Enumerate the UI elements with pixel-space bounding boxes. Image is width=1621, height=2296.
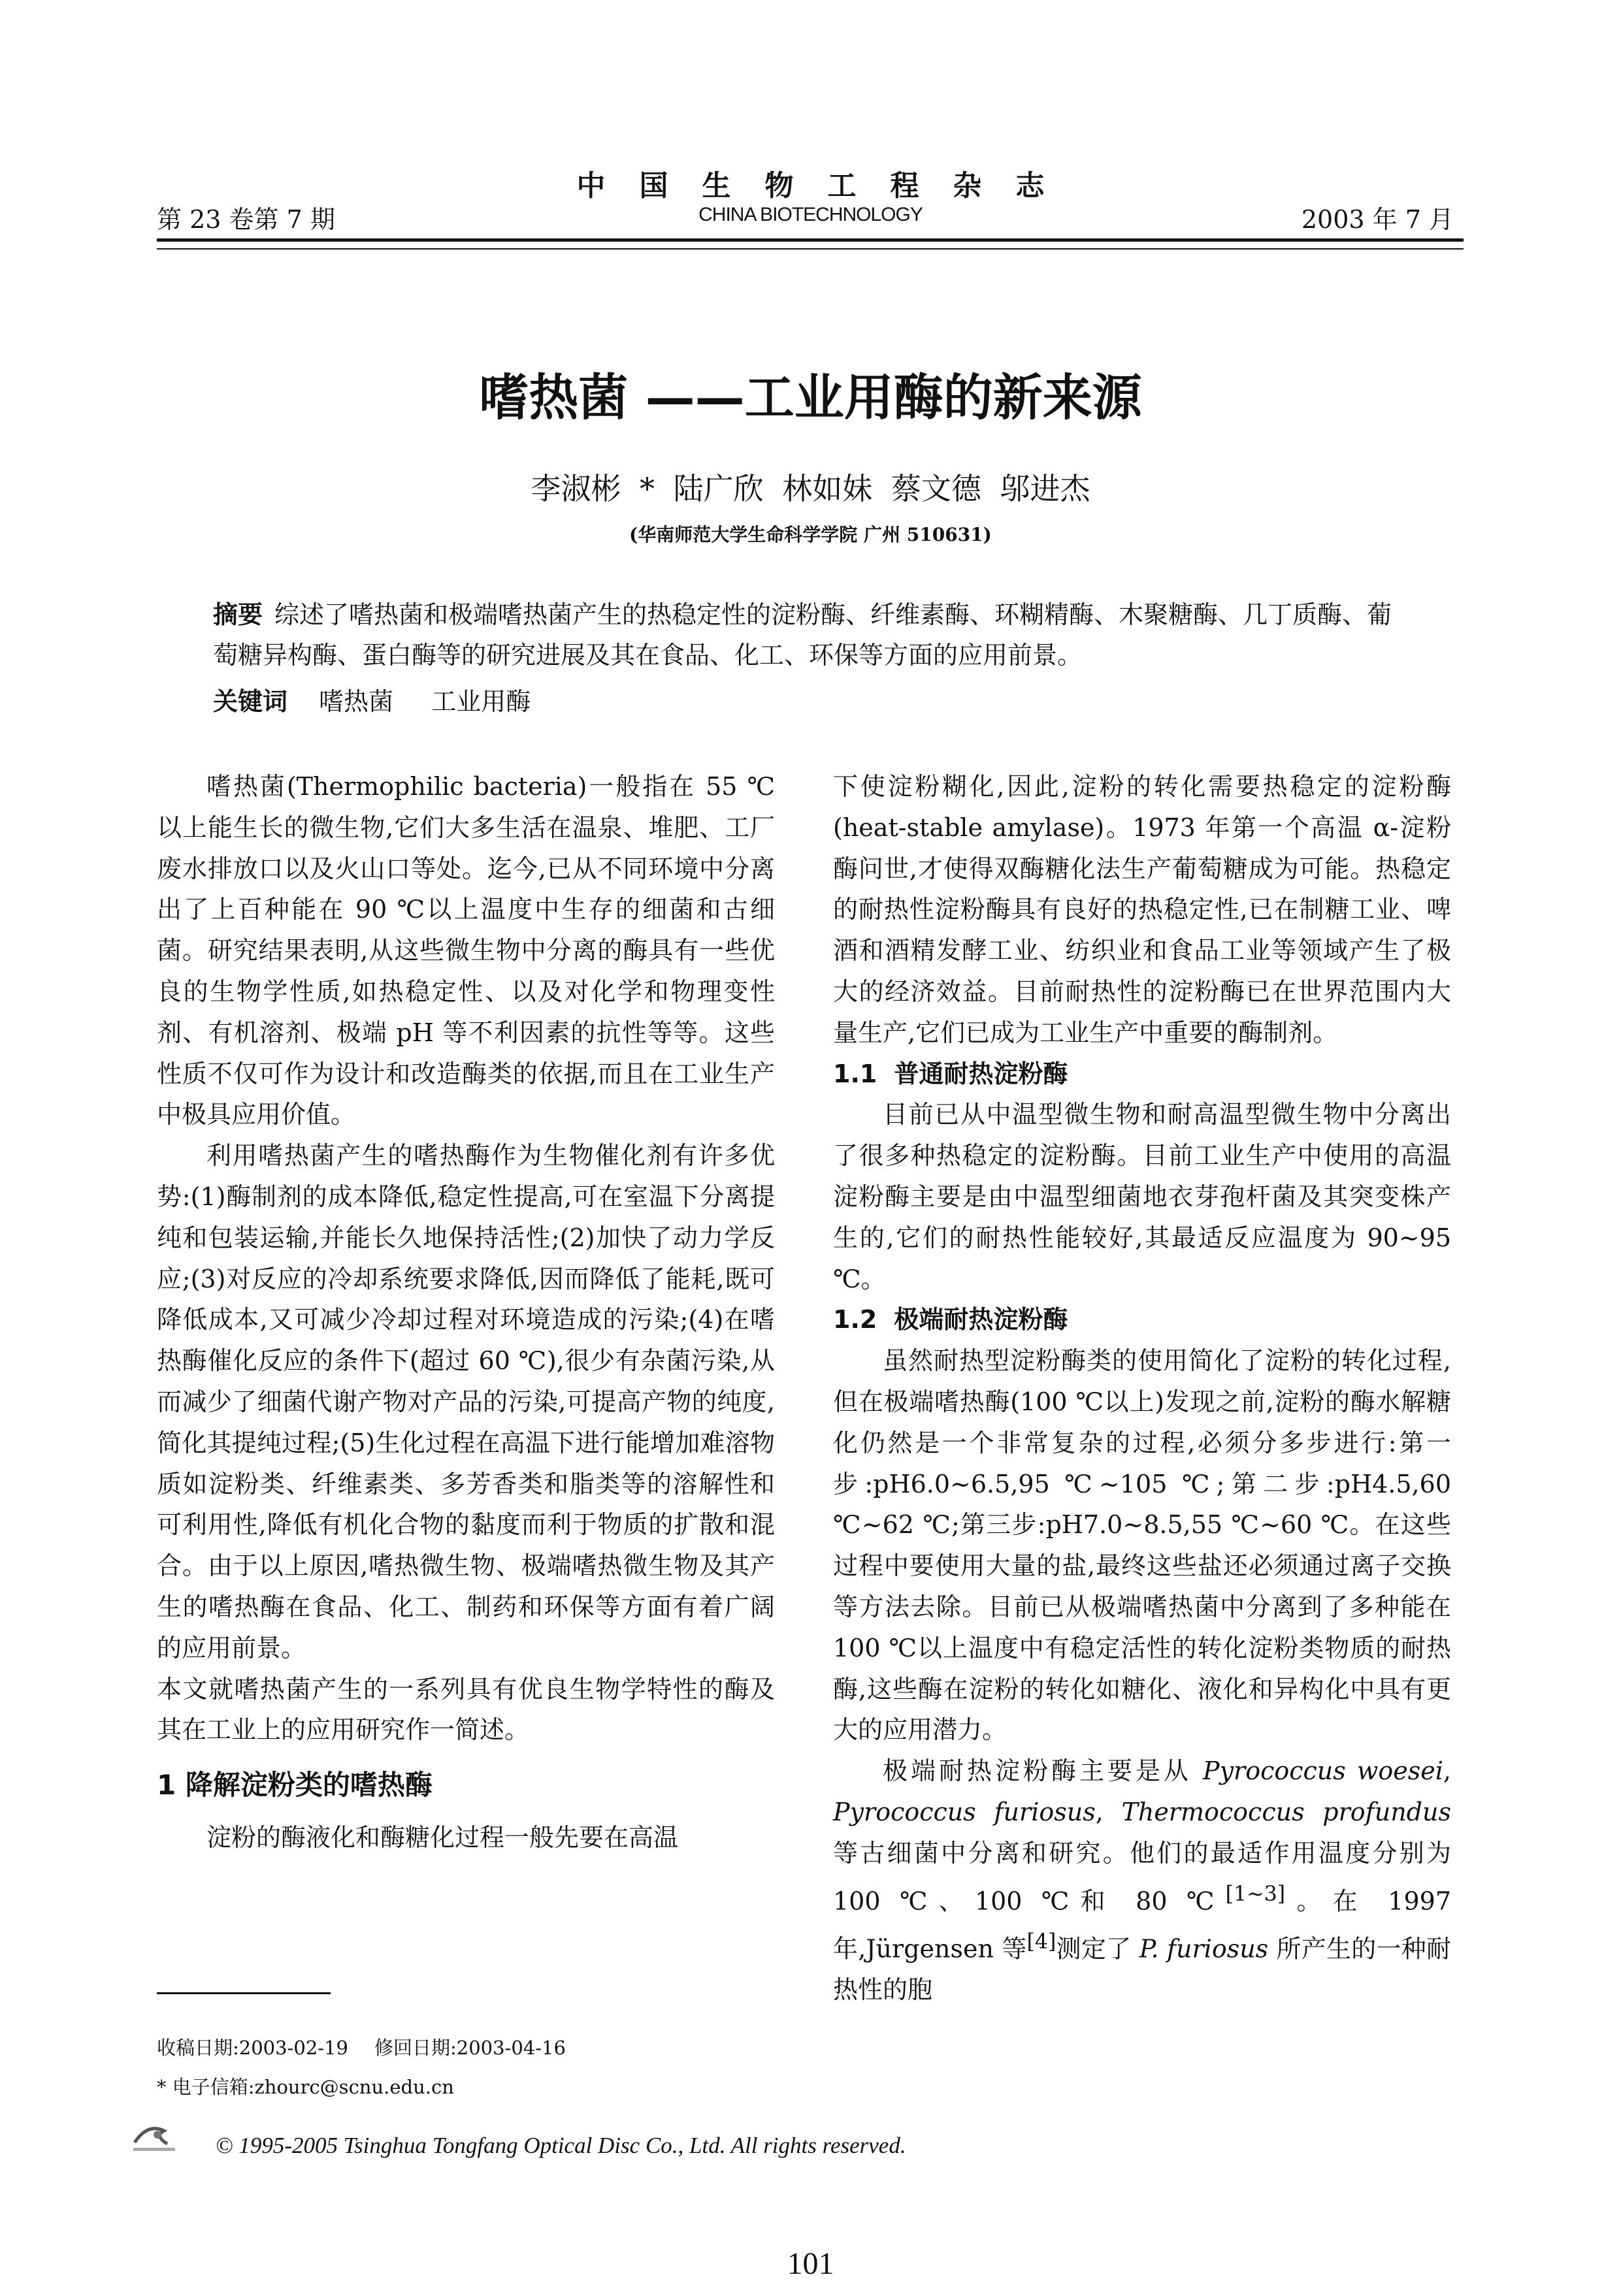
species-name: Thermococcus profundus — [1121, 1797, 1451, 1826]
paragraph: 虽然耐热型淀粉酶类的使用简化了淀粉的转化过程,但在极端嗜热酶(100 ℃以上)发现之前,淀粉的酶水解糖化仍然是一个非常复杂的过程,必须分多步进行:第一步:pH6.0~6.5,95 ℃~105 ℃;第二步:pH4.5,60 ℃~62 ℃;第三步:pH7.0~8.5,55 ℃~60 ℃。在这些过程中要使用大量的盐,最终这些盐还必须通过离子交换等方法去除。目前已从极端嗜热菌中分离到了多种能在 100 ℃以上温度中有稳定活性的转化淀粉类物质的耐热酶,这些酶在淀粉的转化如糖化、液化和异构化中具有更大的应用潜力。 — [833, 1346, 1451, 1745]
text-run: , — [1443, 1756, 1451, 1786]
text-run: 极端耐热淀粉酶主要是从 — [883, 1756, 1203, 1786]
abstract-label: 摘要 — [213, 600, 263, 629]
subsection-heading — [833, 1054, 1451, 1095]
affiliation: (华南师范大学生命科学学院 广州 510631) — [629, 524, 992, 545]
issue-date: 2003 年 7 月 — [1301, 205, 1454, 234]
paragraph: 目前已从中温型微生物和耐高温型微生物中分离出了很多种热稳定的淀粉酶。目前工业生产中使用的高温淀粉酶主要是由中温型细菌地衣芽孢杆菌及其突变株产生的,它们的耐热性能较好,其最适反应温度为 90~95 ℃。 — [833, 1100, 1451, 1293]
keywords-label: 关键词 — [213, 687, 288, 716]
header-rule-thin — [157, 248, 1464, 250]
text-run: 。在 1997 年,Jürgensen 等 — [833, 1886, 1451, 1964]
keyword-item: 嗜热菌 — [319, 687, 394, 716]
page-number: 101 — [787, 2246, 834, 2281]
subsection-title: 极端耐热淀粉酶 — [894, 1305, 1068, 1334]
keywords — [213, 681, 1409, 717]
copyright-notice: © 1995-2005 Tsinghua Tongfang Optical Disc Co., Ltd. All rights reserved. — [216, 2133, 906, 2158]
revised-date: 修回日期:2003-04-16 — [374, 2037, 566, 2059]
species-name: P. furiosus — [1139, 1934, 1269, 1964]
text-run: , — [1095, 1797, 1122, 1826]
citation-ref: [4] — [1026, 1930, 1056, 1954]
body-column-right — [833, 766, 1451, 2011]
species-name: Pyrococcus furiosus — [833, 1797, 1096, 1826]
subsection-number: 1.2 — [833, 1305, 877, 1334]
text-run: 测定了 — [1056, 1934, 1139, 1964]
body-column-left — [157, 766, 775, 1858]
publisher-logo-icon — [128, 2116, 180, 2156]
paragraph: 嗜热菌(Thermophilic bacteria)一般指在 55 ℃以上能生长的微生物,它们大多生活在温泉、堆肥、工厂废水排放口以及火山口等处。迄今,已从不同环境中分离出了上百种能在 90 ℃以上温度中生存的细菌和古细菌。研究结果表明,从这些微生物中分离的酶具有一些优良的生物学性质,如热稳定性、以及对化学和物理变性剂、有机溶剂、极端 pH 等不利因素的抗性等等。这些性质不仅可作为设计和改造酶类的依据,而且在工业生产中极具应用价值。 — [157, 772, 775, 1129]
paragraph: 本文就嗜热菌产生的一系列具有优良生物学特性的酶及其在工业上的应用研究作一简述。 — [157, 1674, 775, 1745]
journal-title-cn: 中国生物工程杂志 — [576, 169, 1079, 202]
journal-title-en: CHINA BIOTECHNOLOGY — [698, 204, 923, 225]
header-rule-thick — [157, 238, 1464, 242]
paragraph: 利用嗜热菌产生的嗜热酶作为生物催化剂有许多优势:(1)酶制剂的成本降低,稳定性提高,可在室温下分离提纯和包装运输,并能长久地保持活性;(2)加快了动力学反应;(3)对反应的冷却系统要求降低,因而降低了能耗,既可降低成本,又可减少冷却过程对环境造成的污染;(4)在嗜热酶催化反应的条件下(超过 60 ℃),很少有杂菌污染,从而减少了细菌代谢产物对产品的污染,可提高产物的纯度,简化其提纯过程;(5)生化过程在高温下进行能增加难溶物质如淀粉类、纤维素类、多芳香类和脂类等的溶解性和可利用性,降低有机化合物的黏度而利于物质的扩散和混合。由于以上原因,嗜热微生物、极端嗜热微生物及其产生的嗜热酶在食品、化工、制药和环保等方面有着广阔的应用前景。 — [157, 1141, 775, 1662]
abstract — [213, 594, 1409, 675]
subsection-heading — [833, 1299, 1451, 1340]
keyword-item: 工业用酶 — [431, 687, 531, 716]
footnote-dates — [157, 2033, 592, 2060]
text-run: 等古细菌中分离和研究。他们的最适作用温度分别为 100 ℃、100 ℃和 80 ℃ — [833, 1838, 1451, 1916]
volume-issue: 第 23 卷第 7 期 — [157, 205, 335, 234]
footnote-rule — [157, 1992, 331, 1994]
received-date: 收稿日期:2003-02-19 — [157, 2037, 348, 2059]
paragraph: 淀粉的酶液化和酶糖化过程一般先要在高温 — [206, 1823, 679, 1852]
species-name: Pyrococcus woesei — [1203, 1756, 1443, 1786]
paragraph: 下使淀粉糊化,因此,淀粉的转化需要热稳定的淀粉酶(heat-stable amylase)。1973 年第一个高温 α-淀粉酶问世,才使得双酶糖化法生产葡萄糖成为可能。热稳定的耐热性淀粉酶具有良好的热稳定性,已在制糖工业、啤酒和酒精发酵工业、纺织业和食品工业等领域产生了极大的经济效益。目前耐热性的淀粉酶已在世界范围内大量生产,它们已成为工业生产中重要的酶制剂。 — [833, 772, 1451, 1047]
subsection-number: 1.1 — [833, 1059, 877, 1088]
paragraph — [833, 1751, 1451, 2011]
citation-ref: [1~3] — [1225, 1882, 1286, 1906]
abstract-text: 综述了嗜热菌和极端嗜热菌产生的热稳定性的淀粉酶、纤维素酶、环糊精酶、木聚糖酶、几丁质酶、葡萄糖异构酶、蛋白酶等的研究进展及其在食品、化工、环保等方面的应用前景。 — [213, 600, 1392, 670]
footnote-email: * 电子信箱:zhourc@scnu.edu.cn — [157, 2076, 454, 2098]
author-list: 李淑彬 * 陆广欣 林如妹 蔡文德 邬进杰 — [531, 471, 1090, 506]
text-run: 所产生的一种耐热性的胞 — [833, 1934, 1451, 2005]
subsection-title: 普通耐热淀粉酶 — [894, 1059, 1068, 1088]
section-heading: 1 降解淀粉类的嗜热酶 — [157, 1769, 433, 1802]
article-title: 嗜热菌 ——工业用酶的新来源 — [479, 368, 1142, 427]
